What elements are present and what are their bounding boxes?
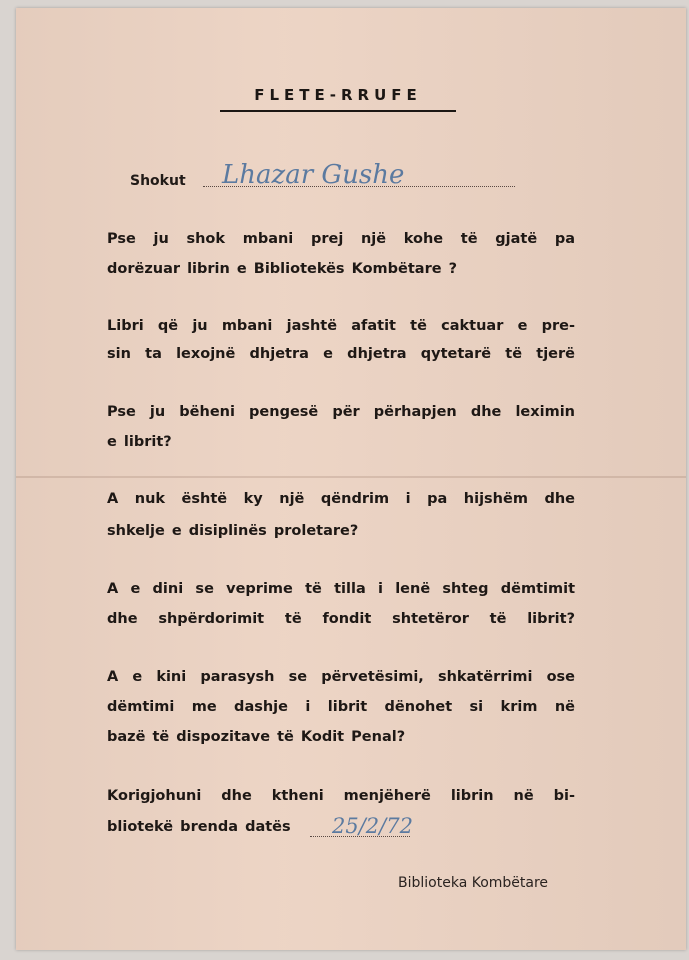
text-line: bazë të dispozitave të Kodit Penal? [107, 729, 406, 745]
text-line: A e dini se veprime të tilla i lenë shteg dëmtimit [107, 581, 575, 597]
text-line: shkelje e disiplinës proletare? [107, 523, 359, 539]
text-line: Korigjohuni dhe ktheni menjëherë librin në bi- [107, 788, 575, 804]
text-line: Libri që ju mbani jashtë afatit të caktuar e pre- [107, 318, 575, 334]
text-line: sin ta lexojnë dhjetra e dhjetra qytetarë të tjerë [107, 346, 575, 362]
recipient-label: Shokut [130, 173, 186, 189]
due-date-handwritten: 25/2/72 [332, 814, 413, 838]
text-line: Pse ju shok mbani prej një kohe të gjatë pa [107, 231, 575, 247]
text-line: dorëzuar librin e Bibliotekës Kombëtare ? [107, 261, 458, 277]
fold-crease [16, 476, 686, 478]
document-page [16, 8, 686, 950]
document-title: FLETE-RRUFE [220, 86, 456, 112]
text-line: A e kini parasysh se përvetësimi, shkatërrimi ose [107, 669, 575, 685]
text-line: Pse ju bëheni pengesë për përhapjen dhe leximin [107, 404, 575, 420]
text-line: A nuk është ky një qëndrim i pa hijshëm dhe [107, 491, 575, 507]
recipient-handwritten-name: Lhazar Gushe [222, 160, 405, 190]
text-line: e librit? [107, 434, 172, 450]
text-line: dhe shpërdorimit të fondit shtetëror të librit? [107, 611, 575, 627]
text-line: dëmtimi me dashje i librit dënohet si krim në [107, 699, 575, 715]
text-line: bliotekë brenda datës [107, 819, 291, 835]
issuer-signature: Biblioteka Kombëtare [398, 875, 549, 891]
